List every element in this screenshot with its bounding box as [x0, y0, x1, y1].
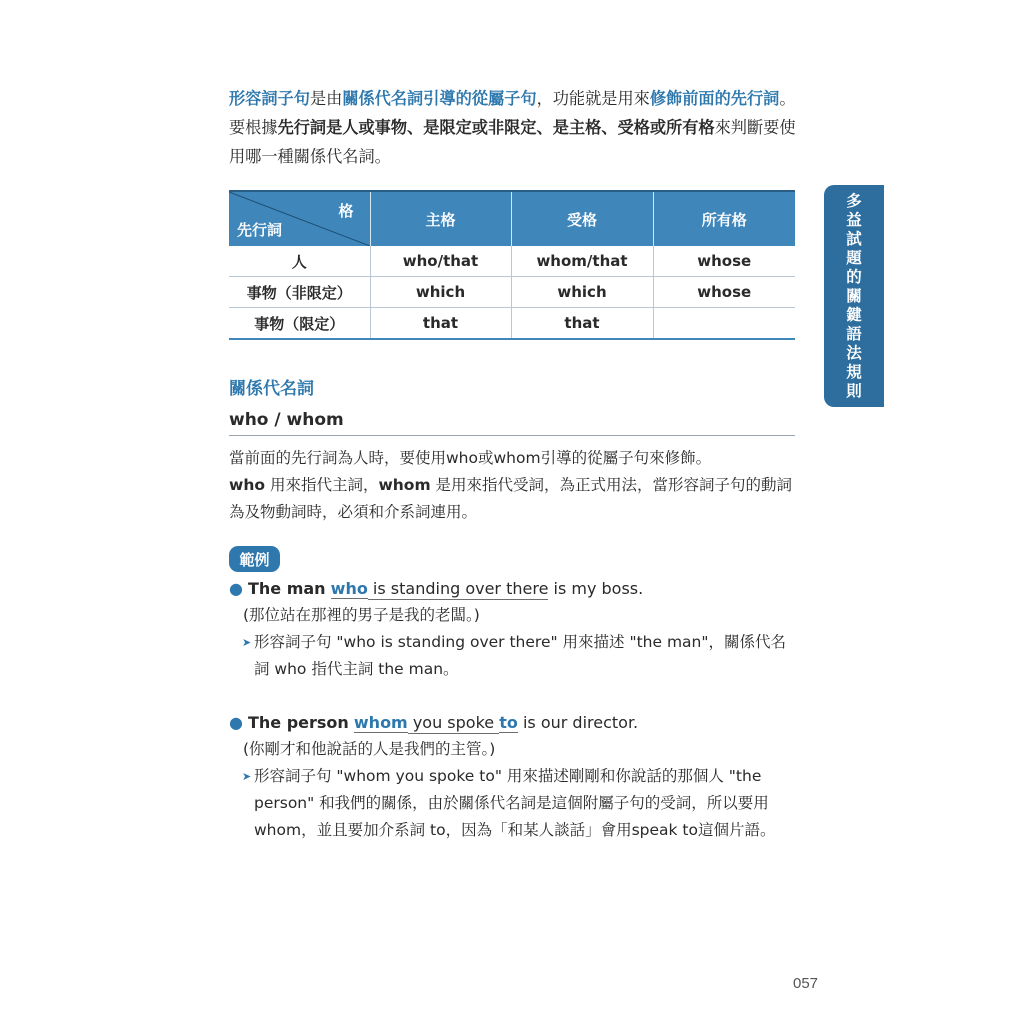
side-tab-char: 益 — [846, 210, 862, 229]
explain-line-1: 當前面的先行詞為人時，要使用who或whom引導的從屬子句來修飾。 — [229, 449, 712, 467]
side-tab-char: 則 — [846, 381, 862, 400]
bullet-icon: ● — [229, 579, 243, 598]
bullet-icon: ● — [229, 713, 243, 732]
page-number: 057 — [793, 975, 819, 992]
header-possessive: 所有格 — [653, 191, 795, 246]
example-2-sentence — [229, 709, 801, 736]
intro-paragraph — [229, 84, 801, 171]
example-1-rest: is my boss. — [548, 579, 644, 598]
side-tab-char: 語 — [846, 324, 862, 343]
side-tab-char: 題 — [846, 248, 862, 267]
intro-text-1: 是由 — [309, 89, 343, 108]
arrow-right-icon: ➤ — [242, 770, 252, 783]
cell-possessive: whose — [653, 246, 795, 277]
cell-subject: which — [370, 277, 511, 308]
row-label: 事物（非限定） — [229, 277, 370, 308]
cell-subject: who/that — [370, 246, 511, 277]
example-1 — [229, 575, 801, 683]
explain-text-1: 用來指代主詞， — [265, 476, 379, 494]
explain-text-2: 是用來指代受詞，為正式用法，當形容詞子句的動詞為及物動詞時，必須和介系詞連用。 — [229, 476, 793, 521]
table-row — [229, 277, 795, 308]
arrow-right-icon: ➤ — [242, 636, 252, 649]
example-1-relative-pronoun: who — [330, 579, 368, 598]
side-tab-char: 試 — [846, 229, 862, 248]
example-2-clause: you spoke — [407, 713, 500, 732]
intro-text-3: 。要根據 — [229, 89, 796, 137]
example-1-clause: is standing over there — [367, 579, 549, 598]
header-objective: 受格 — [511, 191, 653, 246]
chapter-side-tab — [824, 185, 884, 407]
intro-term-criteria: 先行詞是人或事物、是限定或非限定、是主格、受格或所有格 — [277, 118, 715, 137]
side-tab-char: 鍵 — [846, 305, 862, 324]
side-tab-char: 多 — [846, 191, 862, 210]
cell-object: which — [511, 277, 653, 308]
section-heading: 關係代名詞 — [229, 379, 314, 399]
side-tab-char: 關 — [846, 286, 862, 305]
example-2-rest: is our director. — [517, 713, 639, 732]
example-1-note — [229, 629, 801, 683]
row-label: 事物（限定） — [229, 308, 370, 340]
example-badge: 範例 — [229, 546, 280, 572]
explain-term-whom: whom — [378, 476, 431, 494]
example-2-preposition: to — [499, 713, 518, 732]
intro-text-4: 來判斷要使用哪一種關係代名詞。 — [229, 118, 796, 166]
explanation-paragraph — [229, 445, 801, 526]
cell-object: whom/that — [511, 246, 653, 277]
cell-possessive: whose — [653, 277, 795, 308]
explain-term-who: who — [229, 476, 266, 494]
cell-object: that — [511, 308, 653, 340]
table-row — [229, 308, 795, 340]
example-1-lead: The man — [247, 579, 326, 598]
example-2-note — [229, 763, 801, 844]
table-header-row — [229, 191, 795, 246]
example-2-relative-pronoun: whom — [353, 713, 408, 732]
example-1-note-text: 形容詞子句 "who is standing over there" 用來描述 "the man"，關係代名詞 who 指代主詞 the man。 — [254, 633, 787, 678]
table-row — [229, 246, 795, 277]
example-1-translation: (那位站在那裡的男子是我的老闆。) — [243, 606, 480, 624]
header-subjective: 主格 — [370, 191, 511, 246]
corner-label-case: 格 — [338, 202, 354, 220]
corner-label-antecedent: 先行詞 — [237, 221, 283, 239]
side-tab-char: 法 — [846, 343, 862, 362]
cell-subject: that — [370, 308, 511, 340]
sub-heading: who / whom — [229, 410, 795, 436]
side-tab-char: 規 — [846, 362, 862, 381]
intro-term-adjective-clause: 形容詞子句 — [229, 89, 310, 108]
side-tab-char: 的 — [846, 267, 862, 286]
example-2 — [229, 709, 801, 844]
relative-pronoun-table — [229, 190, 795, 340]
example-2-translation: (你剛才和他說話的人是我們的主管。) — [243, 740, 496, 758]
table-corner-cell — [229, 191, 370, 246]
example-2-note-text: 形容詞子句 "whom you spoke to" 用來描述剛剛和你說話的那個人 "the person" 和我們的關係，由於關係代名詞是這個附屬子句的受詞，所以要用whom，並且要加介系詞 to，因為「和某人談話」會用speak to這個片語。 — [254, 767, 776, 839]
intro-text-2: ，功能就是用來 — [536, 89, 650, 108]
intro-term-modify: 修飾前面的先行詞 — [649, 89, 780, 108]
example-1-sentence — [229, 575, 801, 602]
intro-term-relative-clause: 關係代名詞引導的從屬子句 — [342, 89, 537, 108]
cell-possessive — [653, 308, 795, 340]
row-label: 人 — [229, 246, 370, 277]
example-2-lead: The person — [247, 713, 349, 732]
